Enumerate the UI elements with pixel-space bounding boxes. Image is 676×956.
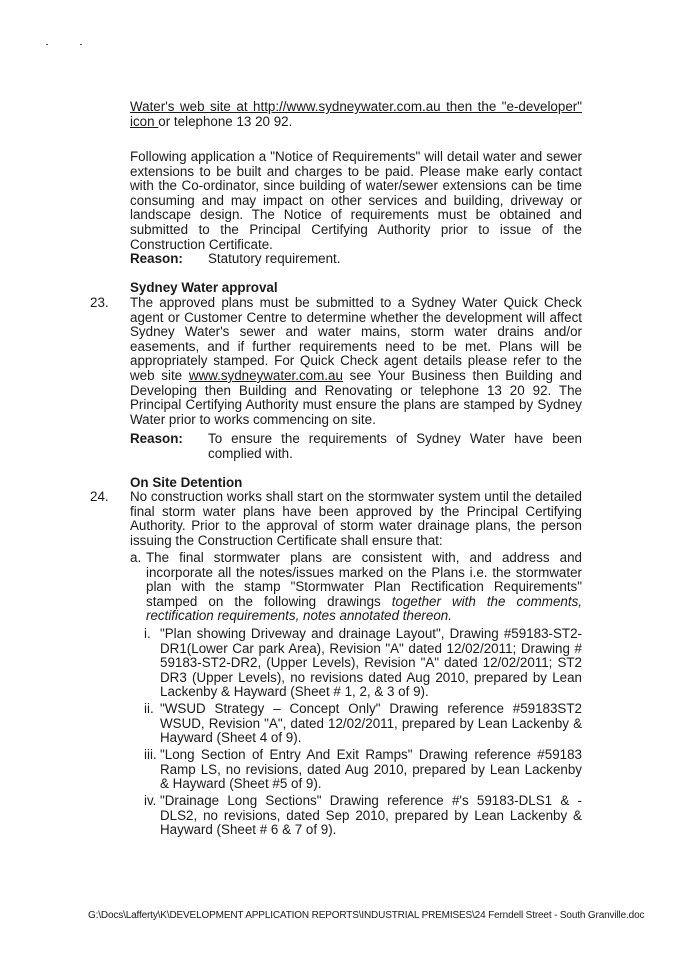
subitem-text: "WSUD Strategy – Concept Only" Drawing reference #59183ST2 WSUD, Revision "A", dated 12/02/2011, prepared by Lean Lackenby & Hayward (Sheet 4 of 9). xyxy=(160,701,582,746)
section-23-number: 23. xyxy=(90,295,109,310)
subitem-numeral: ii. xyxy=(144,701,154,716)
reason-statutory xyxy=(130,252,582,267)
section-23-heading: Sydney Water approval xyxy=(130,280,278,295)
reason-text: Statutory requirement. xyxy=(208,251,341,266)
item-a-text: The final stormwater plans are consistent with, and address and incorporate all the notes/issues marked on the Plans i.e. the stormwater plan with the stamp "Stormwater Plan Rectification Requirements" stamped on the following drawings xyxy=(146,550,582,609)
subitem-numeral: i. xyxy=(144,626,151,641)
reason-label: Reason: xyxy=(130,431,183,446)
section-24-body: No construction works shall start on the stormwater system until the detailed final storm water plans have been approved by the Principal Certifying Authority. Prior to the approval of storm water drainage plans, the person issuing the Construction Certificate shall ensure that: xyxy=(130,489,582,548)
item-a-letter: a. xyxy=(130,550,142,565)
intro-continuation xyxy=(130,100,582,129)
intro-link-icon[interactable]: icon xyxy=(130,113,159,129)
scan-speck xyxy=(46,44,48,45)
document-path-footer: G:\Docs\Lafferty\K\DEVELOPMENT APPLICATION REPORTS\INDUSTRIAL PREMISES\24 Ferndell Street - South Granville.doc xyxy=(88,910,645,921)
reason-sydney-water xyxy=(130,431,582,461)
intro-line-2-tail: or telephone 13 20 92. xyxy=(158,113,293,129)
subitem-text: "Drainage Long Sections" Drawing reference #'s 59183-DLS1 & -DLS2, no revisions, dated Sep 2010, prepared by Lean Lackenby & Hayward (Sheet # 6 & 7 of 9). xyxy=(160,793,582,838)
reason-text: To ensure the requirements of Sydney Water have been complied with. xyxy=(208,431,582,461)
reason-label: Reason: xyxy=(130,251,183,266)
section-23-body xyxy=(130,296,582,427)
sydney-water-link[interactable]: www.sydneywater.com.au xyxy=(188,367,343,383)
subitem-text: "Plan showing Driveway and drainage Layout", Drawing #59183-ST2-DR1(Lower Car park Area), Revision "A" dated 12/02/2011; Drawing # 59183-ST2-DR2, (Upper Levels), Revision "A" dated 12/02/2011; ST2 DR3 (Upper Levels), no revisions dated Aug 2010, prepared by Lean Lackenby & Hayward (Sheet # 1, 2, & 3 of 9). xyxy=(160,626,582,700)
subitem-numeral: iii. xyxy=(144,747,157,762)
section-23-body-part1: The approved plans must be submitted to a Sydney Water Quick Check agent or Customer Centre to determine whether the development will affect Sydney Water's sewer and water mains, storm water drains and/or easements, and if further requirements need to be met. Plans will be appropriately stamped. For Quick Check agent details please refer to the web site xyxy=(130,295,582,383)
scan-speck xyxy=(80,44,82,45)
subitem-text: "Long Section of Entry And Exit Ramps" Drawing reference #59183 Ramp LS, no revisions, dated Aug 2010, prepared by Lean Lackenby & Hayward (Sheet #5 of 9). xyxy=(160,747,582,792)
subitem-numeral: iv. xyxy=(144,793,157,808)
intro-line-1: Water's web site at http://www.sydneywater.com.au then the "e-developer" xyxy=(130,99,582,114)
section-23-body-part2: see Your Business then Building and Developing then Building and Renovating or telephone 13 20 92. The Principal Certifying Authority must ensure the plans are stamped by Sydney Water prior to works commencing on site. xyxy=(130,367,583,427)
item-a-body xyxy=(146,551,582,624)
notice-paragraph: Following application a "Notice of Requirements" will detail water and sewer extensions to be built and charges to be paid. Please make early contact with the Co-ordinator, since building of water/sewer extensions can be time consuming and may impact on other services and building, driveway or landscape design. The Notice of requirements must be obtained and submitted to the Principal Certifying Authority prior to issue of the Construction Certificate. xyxy=(130,149,582,252)
section-24-number: 24. xyxy=(90,489,109,504)
section-24-heading: On Site Detention xyxy=(130,475,243,490)
item-a-italic: together with the comments, rectification requirements, notes annotated thereon. xyxy=(146,593,582,624)
intro-line-2 xyxy=(130,115,582,130)
